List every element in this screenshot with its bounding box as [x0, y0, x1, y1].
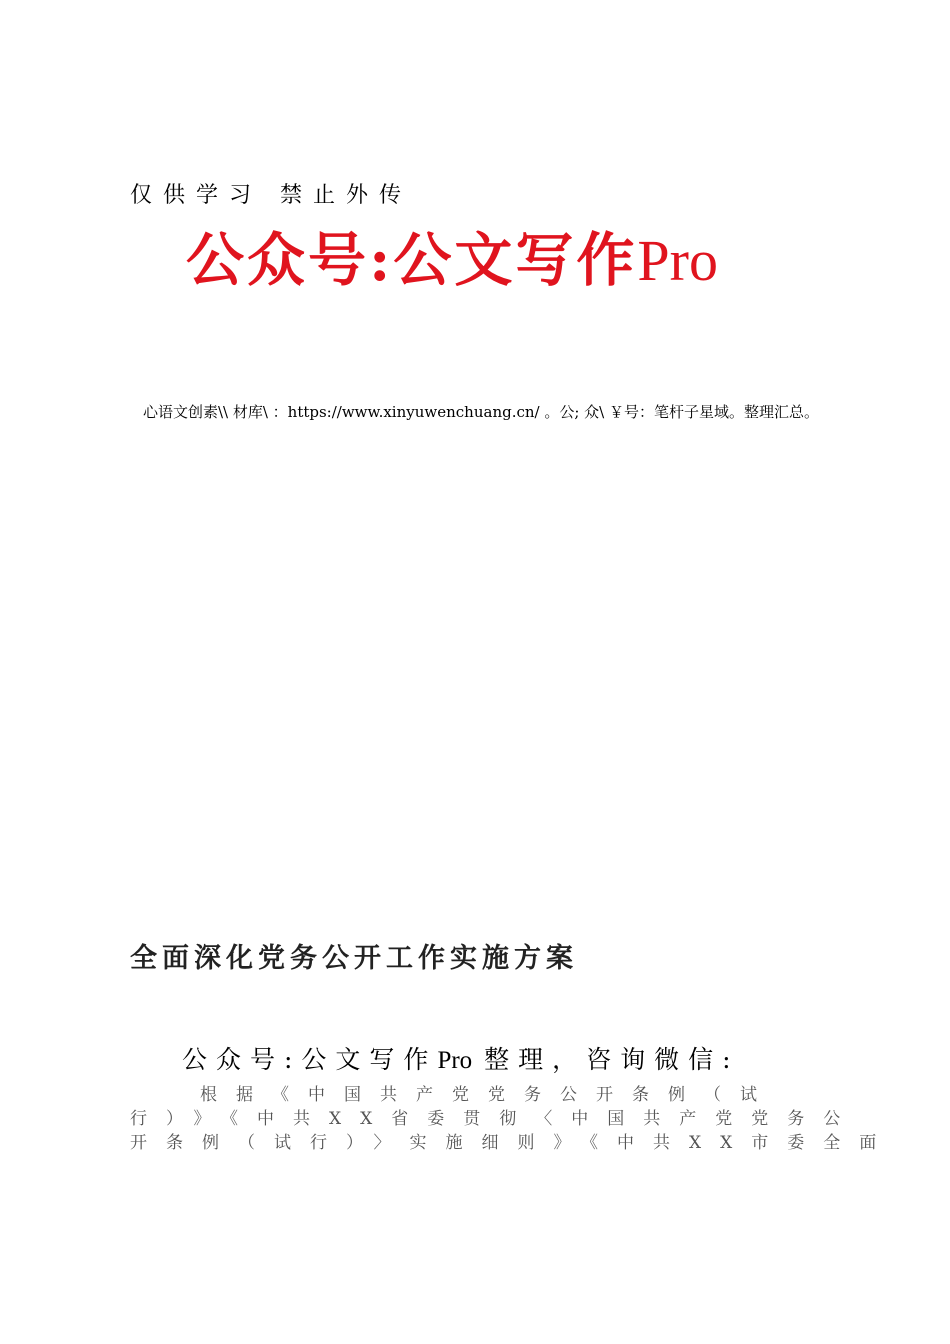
promo-suffix: 整理，咨询微信: [484, 1045, 740, 1074]
body-line: 行）》《中共XX省委贯彻〈中国共产党党务公 [130, 1109, 860, 1129]
body-line: 开条例（试行）〉实施细则》《中共XX市委全面 [130, 1133, 896, 1153]
promo-pro: Pro [437, 1047, 473, 1074]
banner-main: 公众号:公文写作 [186, 226, 638, 294]
promo-line [182, 1040, 740, 1076]
promo-prefix: 公众号:公文写作 [182, 1045, 438, 1074]
banner-title [186, 222, 718, 299]
banner-suffix: Pro [637, 228, 718, 293]
notice-text: 仅供学习 禁止外传 [130, 183, 412, 208]
body-line: 根据《中国共产党党务公开条例（试 [200, 1085, 776, 1105]
document-title: 全面深化党务公开工作实施方案 [130, 943, 578, 974]
source-line: 心语文创素\\ 材库\ ：https://www.xinyuwenchuang.cn/ 。公; 众\ ￥号：笔杆子星域。整理汇总。 [142, 403, 820, 421]
